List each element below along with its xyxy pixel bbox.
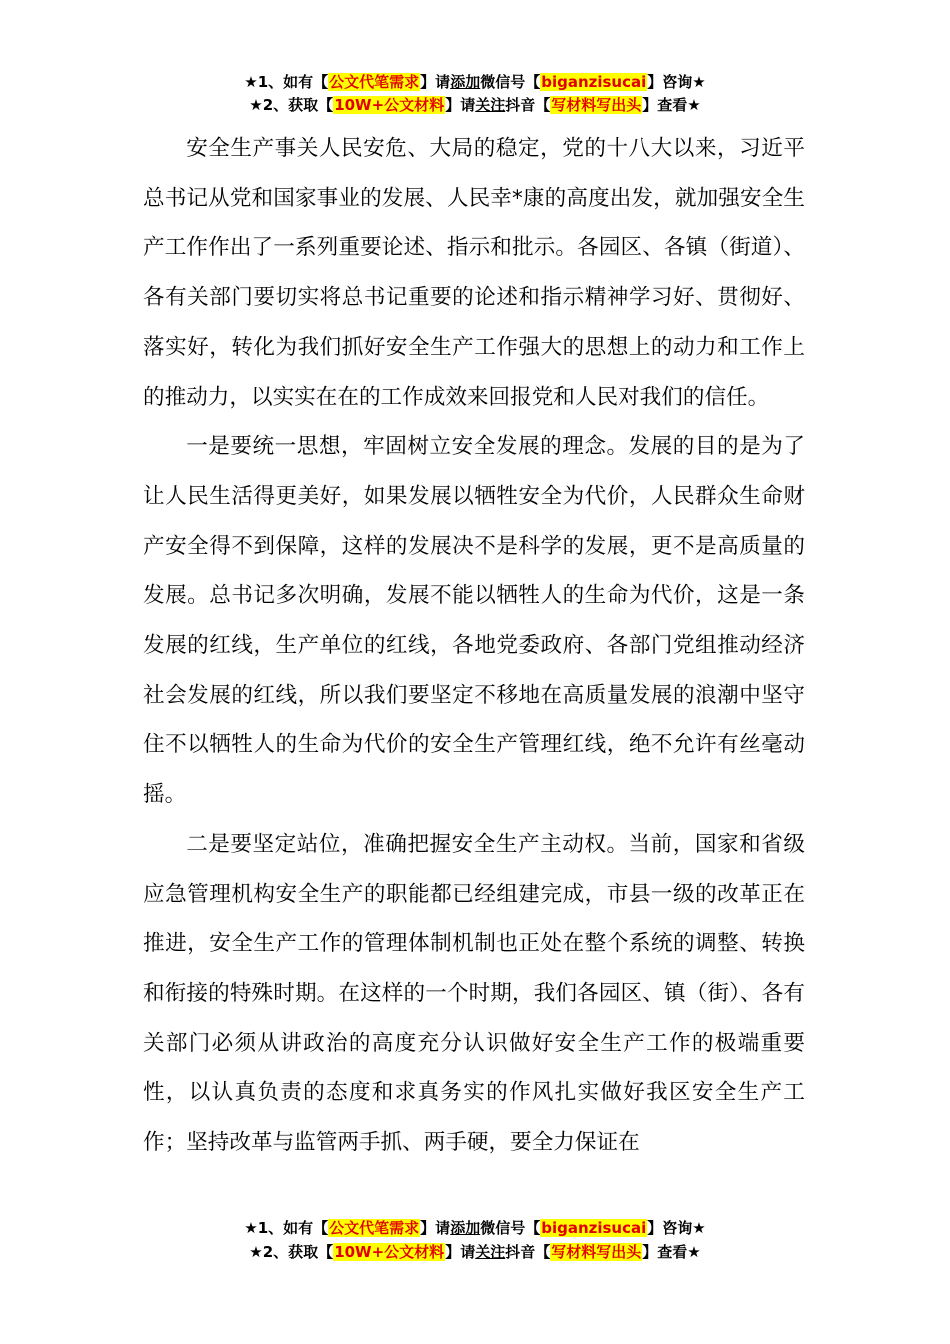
footer-ad-2-mid: 】请 — [445, 1243, 476, 1261]
footer-ad-2-mid2: 抖音【 — [505, 1243, 551, 1261]
header-ad-1-mid: 】请 — [420, 73, 451, 91]
footer-ad-1-suffix: 】咨询★ — [647, 1219, 706, 1237]
footer-ad-1-mid2: 微信号【 — [480, 1219, 541, 1237]
footer-ad-2-douyin-account: 写材料写出头 — [551, 1243, 642, 1261]
footer-ad-1-underlined: 添加 — [450, 1219, 481, 1237]
footer-ad-2-highlight-materials: 10W+公文材料 — [334, 1243, 445, 1261]
header-ad-line-1 — [0, 70, 950, 94]
header-ad-1-prefix: ★1、如有【 — [244, 73, 329, 91]
header-ad-1-highlight-service: 公文代笔需求 — [329, 73, 420, 91]
header-ad-2-mid: 】请 — [445, 96, 476, 114]
body-paragraph-2: 一是要统一思想，牢固树立安全发展的理念。发展的目的是为了让人民生活得更美好，如果发展以牺牲安全为代价，人民群众生命财产安全得不到保障，这样的发展决不是科学的发展，更不是高质量的发展。总书记多次明确，发展不能以牺牲人的生命为代价，这是一条发展的红线，生产单位的红线，各地党委政府、各部门党组推动经济社会发展的红线，所以我们要坚定不移地在高质量发展的浪潮中坚守住不以牺牲人的生命为代价的安全生产管理红线，绝不允许有丝毫动摇。 — [143, 434, 805, 808]
header-ad-2-mid2: 抖音【 — [505, 96, 551, 114]
header-ad-1-mid2: 微信号【 — [480, 73, 541, 91]
body-paragraph-3: 二是要坚定站位，准确把握安全生产主动权。当前，国家和省级应急管理机构安全生产的职能都已经组建完成，市县一级的改革正在推进，安全生产工作的管理体制机制也正处在整个系统的调整、转换和衔接的特殊时期。在这样的一个时期，我们各园区、镇（街）、各有关部门必须从讲政治的高度充分认识做好安全生产工作的极端重要性，以认真负责的态度和求真务实的作风扎实做好我区安全生产工作；坚持改革与监管两手抓、两手硬，要全力保证在 — [143, 831, 805, 1156]
header-ad-1-suffix: 】咨询★ — [647, 73, 706, 91]
header-ad-2-prefix: ★2、获取【 — [249, 96, 334, 114]
header-ad-1-underlined: 添加 — [450, 73, 481, 91]
footer-ad-line-1 — [0, 1216, 950, 1240]
footer-ad-2-underlined: 关注 — [475, 1243, 506, 1261]
footer-ad-line-2 — [0, 1240, 950, 1264]
footer-ad-1-highlight-service: 公文代笔需求 — [329, 1219, 420, 1237]
header-ad-2-underlined: 关注 — [475, 96, 506, 114]
header-ad-2-douyin-account: 写材料写出头 — [551, 96, 642, 114]
footer-ad-1-prefix: ★1、如有【 — [244, 1219, 329, 1237]
header-ad-line-2 — [0, 93, 950, 117]
footer-ad-1-wechat-id: biganzisucai — [541, 1219, 647, 1237]
header-ad-1-wechat-id: biganzisucai — [541, 73, 647, 91]
body-paragraph-1: 安全生产事关人民安危、大局的稳定，党的十八大以来，习近平总书记从党和国家事业的发展、人民幸*康的高度出发，就加强安全生产工作作出了一系列重要论述、指示和批示。各园区、各镇（街道）、各有关部门要切实将总书记重要的论述和指示精神学习好、贯彻好、落实好，转化为我们抓好安全生产工作强大的思想上的动力和工作上的推动力，以实实在在的工作成效来回报党和人民对我们的信任。 — [143, 136, 805, 410]
footer-ad-2-prefix: ★2、获取【 — [249, 1243, 334, 1261]
header-ad-2-suffix: 】查看★ — [642, 96, 701, 114]
footer-ad-1-mid: 】请 — [420, 1219, 451, 1237]
header-ad-2-highlight-materials: 10W+公文材料 — [334, 96, 445, 114]
document-body — [143, 124, 805, 1168]
footer-ad-2-suffix: 】查看★ — [642, 1243, 701, 1261]
